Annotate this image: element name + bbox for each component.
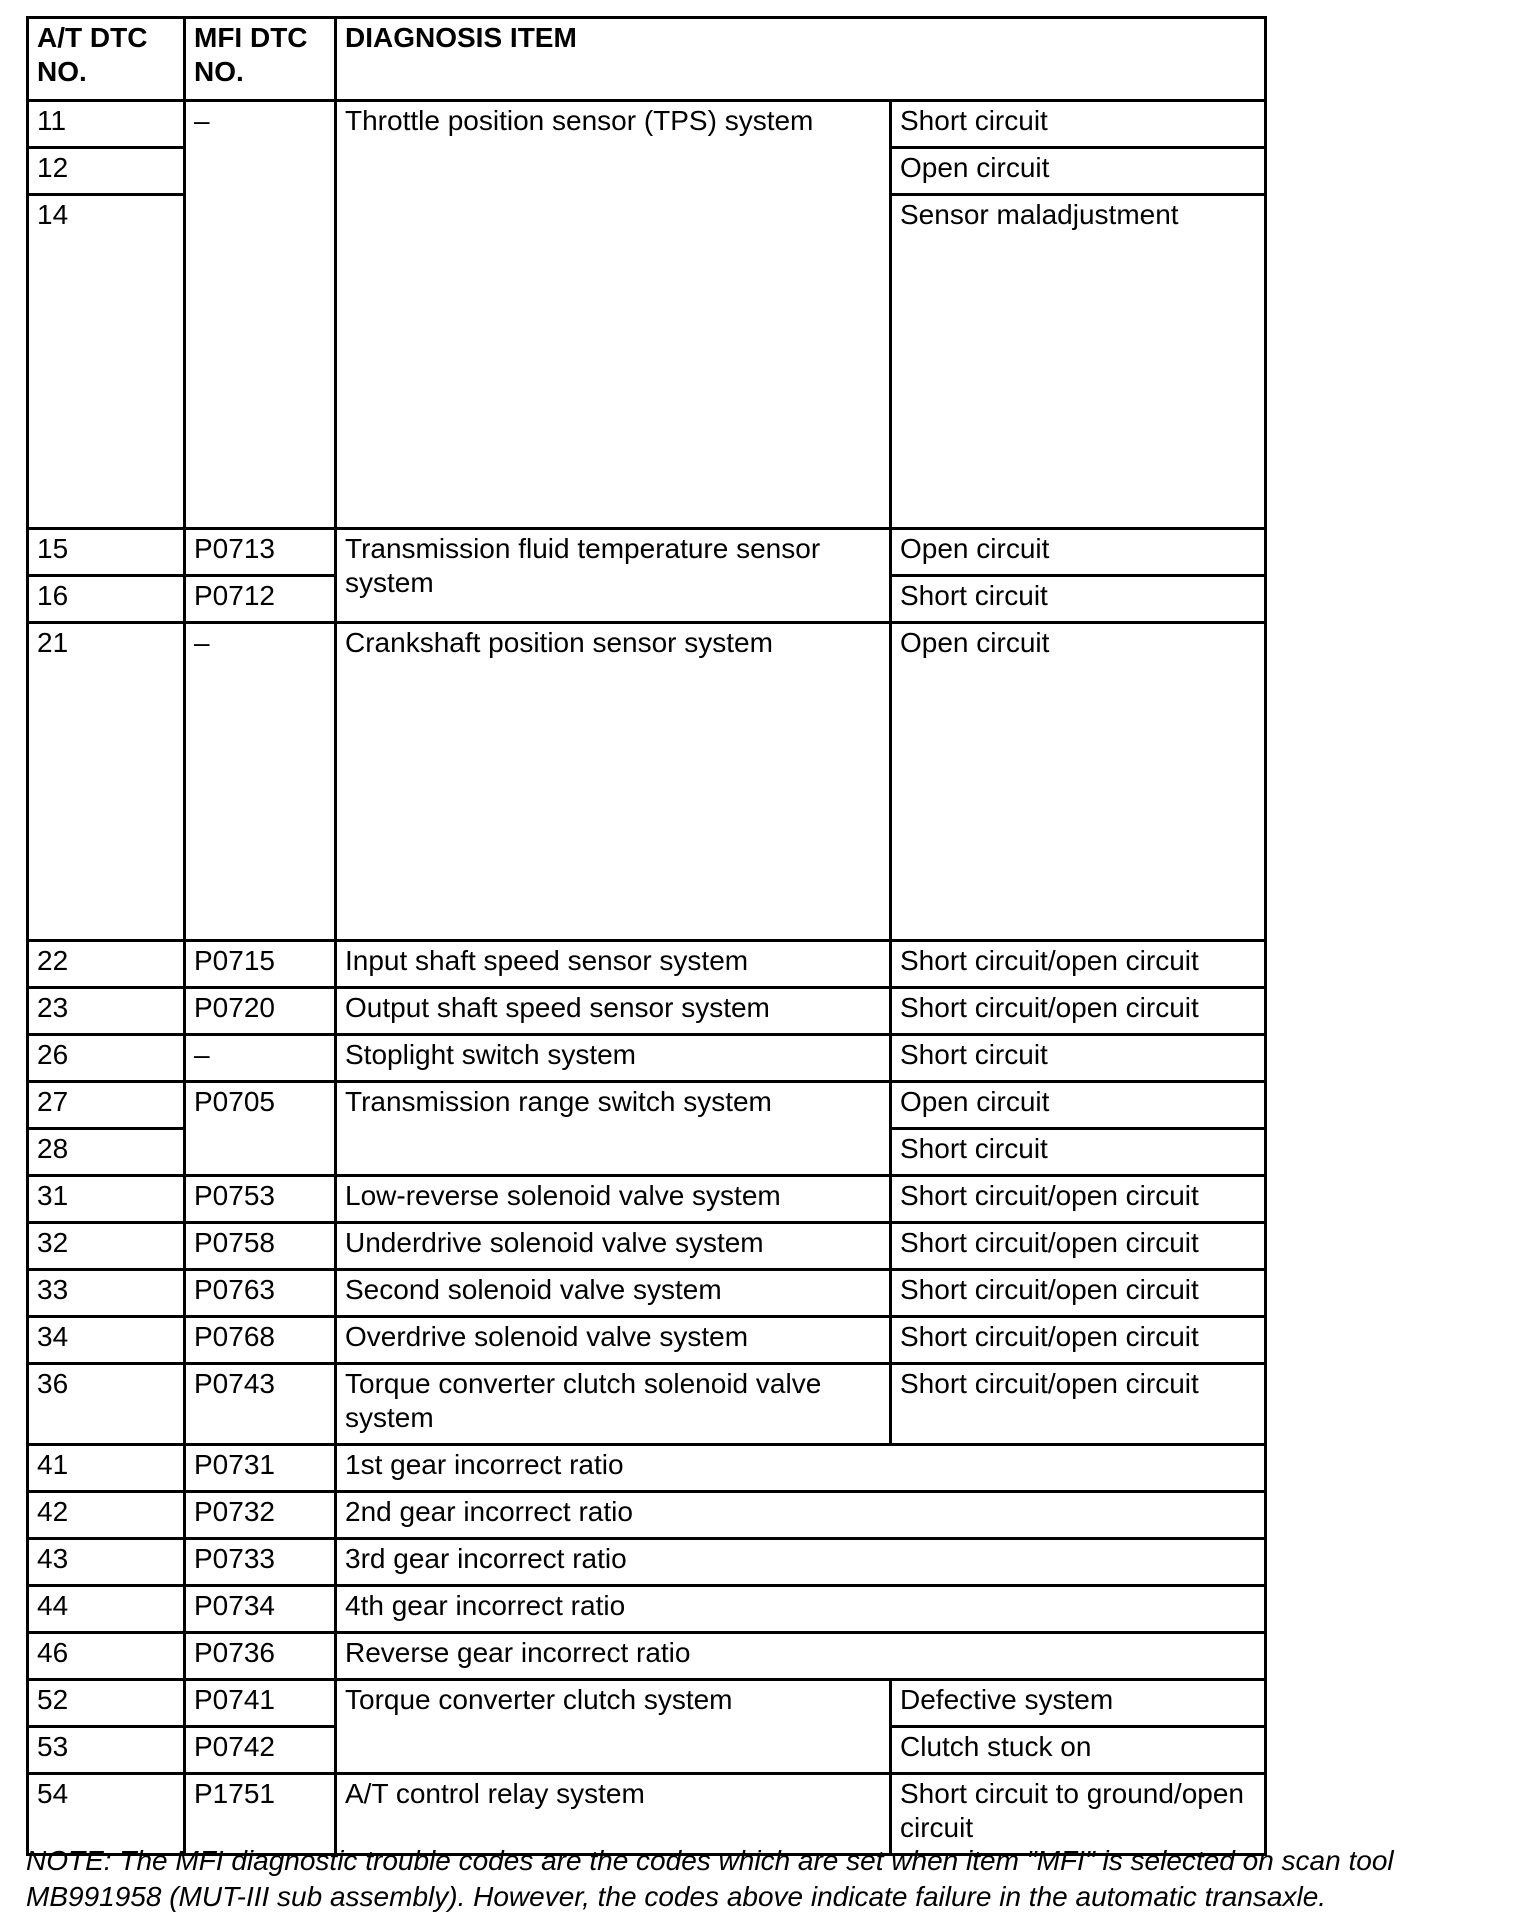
- mfi-dtc-cell: P0732: [185, 1492, 336, 1539]
- diagnosis-detail-cell: Short circuit/open circuit: [891, 988, 1266, 1035]
- diagnosis-item-cell: Crankshaft position sensor system: [336, 623, 891, 941]
- diagnosis-detail-cell: Short circuit: [891, 1035, 1266, 1082]
- at-dtc-cell: 42: [28, 1492, 185, 1539]
- dtc-table: [26, 16, 1267, 1856]
- diagnosis-item-cell: Input shaft speed sensor system: [336, 941, 891, 988]
- diagnosis-detail-cell: Clutch stuck on: [891, 1727, 1266, 1774]
- mfi-dtc-cell: P0736: [185, 1633, 336, 1680]
- at-dtc-cell: 27: [28, 1082, 185, 1129]
- table-row: [28, 623, 1266, 941]
- table-note: NOTE: The MFI diagnostic trouble codes are the codes which are set when item "MFI" is selected on scan tool MB991958 (MUT-III sub assembly). However, the codes above indicate failure in the automatic transaxle.: [26, 1845, 1394, 1912]
- table-row: [28, 1445, 1266, 1492]
- at-dtc-cell: 44: [28, 1586, 185, 1633]
- table-row: [28, 101, 1266, 148]
- at-dtc-cell: 12: [28, 148, 185, 195]
- diagnosis-item-cell: Overdrive solenoid valve system: [336, 1317, 891, 1364]
- diagnosis-item-cell: Transmission range switch system: [336, 1082, 891, 1176]
- diagnosis-item-cell: 2nd gear incorrect ratio: [336, 1492, 1266, 1539]
- at-dtc-cell: 28: [28, 1129, 185, 1176]
- table-header-row: [28, 18, 1266, 101]
- at-dtc-cell: 31: [28, 1176, 185, 1223]
- at-dtc-cell: 43: [28, 1539, 185, 1586]
- mfi-dtc-cell: P1751: [185, 1774, 336, 1855]
- mfi-dtc-cell: P0720: [185, 988, 336, 1035]
- mfi-dtc-cell: P0763: [185, 1270, 336, 1317]
- diagnosis-detail-cell: Open circuit: [891, 529, 1266, 576]
- mfi-dtc-cell: –: [185, 623, 336, 941]
- mfi-dtc-cell: –: [185, 101, 336, 529]
- table-row: [28, 1317, 1266, 1364]
- at-dtc-cell: 21: [28, 623, 185, 941]
- diagnosis-detail-cell: Open circuit: [891, 623, 1266, 941]
- diagnosis-detail-cell: Short circuit/open circuit: [891, 1223, 1266, 1270]
- table-row: [28, 1082, 1266, 1129]
- table-row: [28, 1633, 1266, 1680]
- header-diagnosis-item: DIAGNOSIS ITEM: [336, 18, 1266, 101]
- mfi-dtc-cell: P0758: [185, 1223, 336, 1270]
- at-dtc-cell: 32: [28, 1223, 185, 1270]
- mfi-dtc-cell: P0731: [185, 1445, 336, 1492]
- table-row: [28, 1176, 1266, 1223]
- diagnosis-item-cell: Stoplight switch system: [336, 1035, 891, 1082]
- table-row: [28, 529, 1266, 576]
- mfi-dtc-cell: P0753: [185, 1176, 336, 1223]
- diagnosis-detail-cell: Sensor maladjustment: [891, 195, 1266, 529]
- diagnosis-detail-cell: Short circuit: [891, 101, 1266, 148]
- at-dtc-cell: 54: [28, 1774, 185, 1855]
- table-row: [28, 988, 1266, 1035]
- table-row: [28, 1492, 1266, 1539]
- diagnosis-detail-cell: Short circuit: [891, 1129, 1266, 1176]
- diagnosis-detail-cell: Short circuit/open circuit: [891, 1176, 1266, 1223]
- header-mfi-dtc: MFI DTC NO.: [185, 18, 336, 101]
- diagnosis-item-cell: Torque converter clutch system: [336, 1680, 891, 1774]
- at-dtc-cell: 14: [28, 195, 185, 529]
- mfi-dtc-cell: P0734: [185, 1586, 336, 1633]
- mfi-dtc-cell: P0741: [185, 1680, 336, 1727]
- table-row: [28, 1364, 1266, 1445]
- diagnosis-item-cell: Second solenoid valve system: [336, 1270, 891, 1317]
- diagnosis-item-cell: Low-reverse solenoid valve system: [336, 1176, 891, 1223]
- diagnosis-detail-cell: Open circuit: [891, 1082, 1266, 1129]
- at-dtc-cell: 33: [28, 1270, 185, 1317]
- diagnosis-detail-cell: Short circuit to ground/open circuit: [891, 1774, 1266, 1855]
- diagnosis-item-cell: A/T control relay system: [336, 1774, 891, 1855]
- diagnosis-item-cell: Throttle position sensor (TPS) system: [336, 101, 891, 529]
- diagnosis-item-cell: Torque converter clutch solenoid valve system: [336, 1364, 891, 1445]
- diagnosis-item-cell: 4th gear incorrect ratio: [336, 1586, 1266, 1633]
- diagnosis-item-cell: 1st gear incorrect ratio: [336, 1445, 1266, 1492]
- at-dtc-cell: 15: [28, 529, 185, 576]
- mfi-dtc-cell: P0715: [185, 941, 336, 988]
- diagnosis-detail-cell: Short circuit/open circuit: [891, 1364, 1266, 1445]
- mfi-dtc-cell: P0705: [185, 1082, 336, 1176]
- mfi-dtc-cell: P0768: [185, 1317, 336, 1364]
- at-dtc-cell: 46: [28, 1633, 185, 1680]
- diagnosis-item-cell: Reverse gear incorrect ratio: [336, 1633, 1266, 1680]
- mfi-dtc-cell: P0743: [185, 1364, 336, 1445]
- table-row: [28, 1680, 1266, 1727]
- diagnosis-detail-cell: Defective system: [891, 1680, 1266, 1727]
- table-row: [28, 1035, 1266, 1082]
- at-dtc-cell: 22: [28, 941, 185, 988]
- table-row: [28, 941, 1266, 988]
- at-dtc-cell: 26: [28, 1035, 185, 1082]
- diagnosis-detail-cell: Short circuit/open circuit: [891, 1270, 1266, 1317]
- diagnosis-detail-cell: Short circuit/open circuit: [891, 1317, 1266, 1364]
- table-row: [28, 1586, 1266, 1633]
- table-row: [28, 1539, 1266, 1586]
- diagnosis-item-cell: Output shaft speed sensor system: [336, 988, 891, 1035]
- diagnosis-item-cell: Transmission fluid temperature sensor system: [336, 529, 891, 623]
- mfi-dtc-cell: P0742: [185, 1727, 336, 1774]
- diagnosis-item-cell: Underdrive solenoid valve system: [336, 1223, 891, 1270]
- diagnosis-detail-cell: Short circuit: [891, 576, 1266, 623]
- mfi-dtc-cell: P0713: [185, 529, 336, 576]
- at-dtc-cell: 23: [28, 988, 185, 1035]
- diagnosis-item-cell: 3rd gear incorrect ratio: [336, 1539, 1266, 1586]
- at-dtc-cell: 16: [28, 576, 185, 623]
- diagnosis-detail-cell: Open circuit: [891, 148, 1266, 195]
- at-dtc-cell: 53: [28, 1727, 185, 1774]
- table-row: [28, 1223, 1266, 1270]
- diagnosis-detail-cell: Short circuit/open circuit: [891, 941, 1266, 988]
- at-dtc-cell: 41: [28, 1445, 185, 1492]
- at-dtc-cell: 11: [28, 101, 185, 148]
- mfi-dtc-cell: –: [185, 1035, 336, 1082]
- table-row: [28, 1270, 1266, 1317]
- at-dtc-cell: 34: [28, 1317, 185, 1364]
- at-dtc-cell: 52: [28, 1680, 185, 1727]
- at-dtc-cell: 36: [28, 1364, 185, 1445]
- header-at-dtc: A/T DTC NO.: [28, 18, 185, 101]
- mfi-dtc-cell: P0733: [185, 1539, 336, 1586]
- mfi-dtc-cell: P0712: [185, 576, 336, 623]
